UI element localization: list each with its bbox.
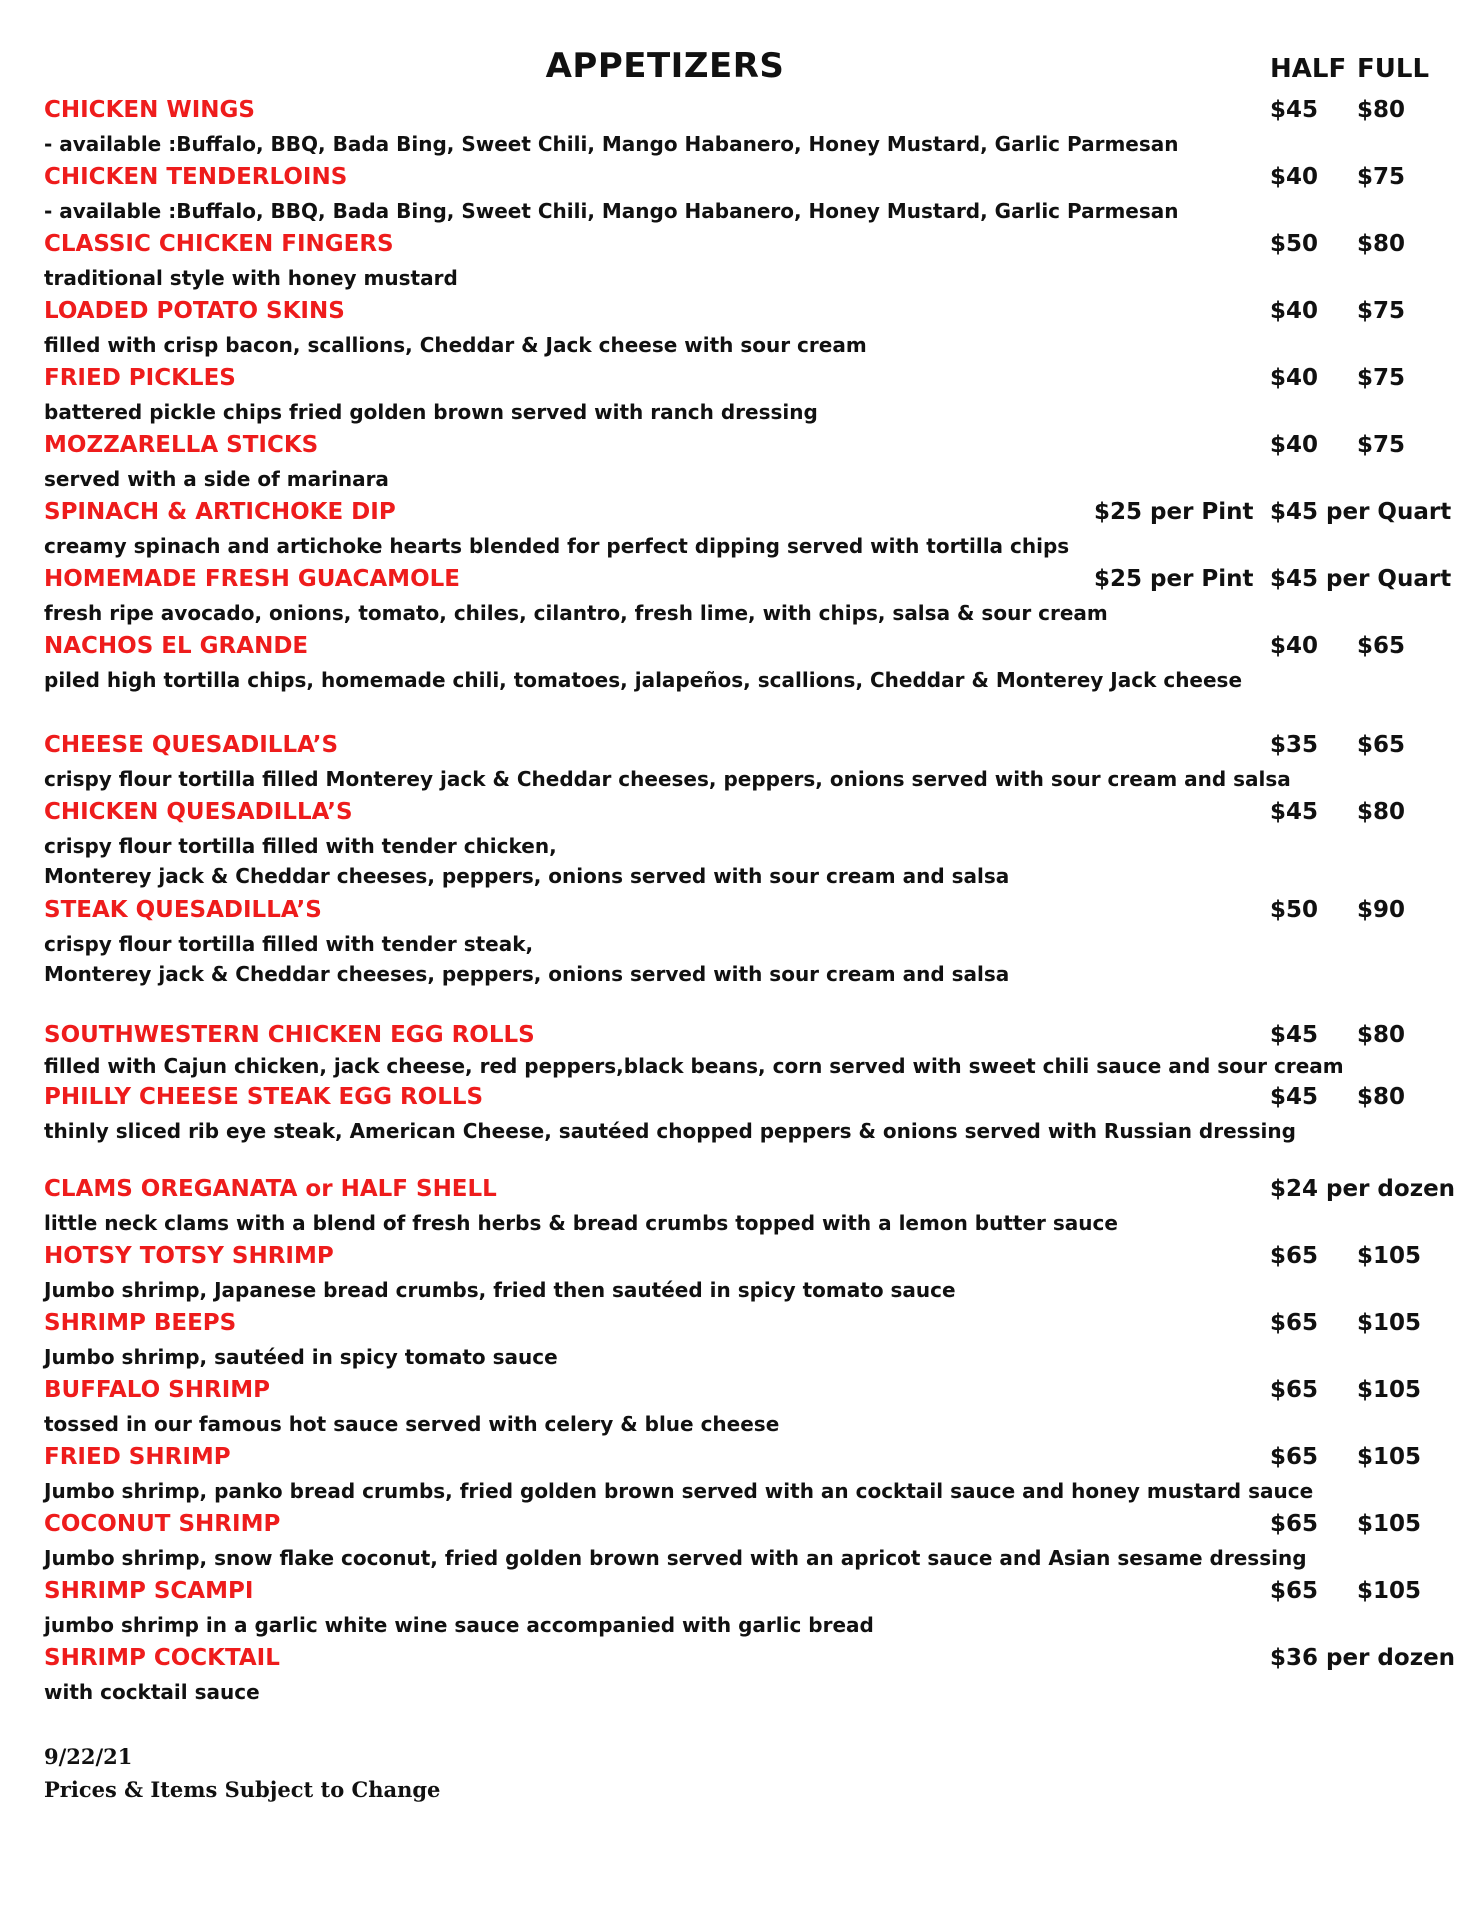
quart-price: $45 per Quart	[1270, 499, 1452, 525]
item-description: Jumbo shrimp, Japanese bread crumbs, fried then sautéed in spicy tomato sauce	[44, 1278, 956, 1302]
menu-item	[44, 430, 1444, 497]
full-price: $80	[1357, 97, 1406, 123]
full-price: $105	[1357, 1511, 1422, 1537]
footer-note: Prices & Items Subject to Change	[44, 1777, 441, 1802]
item-name: SHRIMP BEEPS	[44, 1310, 237, 1336]
full-price: $105	[1357, 1578, 1422, 1604]
item-name: SPINACH & ARTICHOKE DIP	[44, 499, 396, 525]
menu-item	[44, 363, 1444, 430]
item-description: battered pickle chips fried golden brown served with ranch dressing	[44, 400, 818, 424]
menu-item	[44, 1082, 1444, 1149]
half-price: $35	[1270, 732, 1319, 758]
item-name: CHEESE QUESADILLA’S	[44, 732, 339, 758]
item-description: - available :Buffalo, BBQ, Bada Bing, Sweet Chili, Mango Habanero, Honey Mustard, Garlic Parmesan	[44, 199, 1179, 223]
item-description: creamy spinach and artichoke hearts blended for perfect dipping served with tortilla chips	[44, 534, 1070, 558]
item-name: CHICKEN WINGS	[44, 97, 255, 123]
item-description: piled high tortilla chips, homemade chili, tomatoes, jalapeños, scallions, Cheddar & Monterey Jack cheese	[44, 668, 1243, 692]
menu-item	[44, 229, 1444, 296]
menu-item	[44, 1020, 1444, 1087]
item-description: with cocktail sauce	[44, 1680, 260, 1704]
half-price: $50	[1270, 231, 1319, 257]
half-price: $45	[1270, 97, 1319, 123]
item-description: Jumbo shrimp, sautéed in spicy tomato sauce	[44, 1345, 558, 1369]
full-price: $105	[1357, 1444, 1422, 1470]
page-title: APPETIZERS	[545, 46, 785, 86]
footer-date: 9/22/21	[44, 1744, 133, 1769]
item-name: CLAMS OREGANATA or HALF SHELL	[44, 1176, 497, 1202]
menu-item	[44, 1241, 1444, 1308]
item-name: CHICKEN QUESADILLA’S	[44, 799, 353, 825]
item-description-line2: Monterey jack & Cheddar cheeses, peppers, onions served with sour cream and salsa	[44, 864, 1010, 888]
menu-item	[44, 95, 1444, 162]
menu-item	[44, 296, 1444, 363]
pint-price: $25 per Pint	[1094, 566, 1254, 592]
item-name: LOADED POTATO SKINS	[44, 298, 345, 324]
full-price: $80	[1357, 1084, 1406, 1110]
item-description: crispy flour tortilla filled with tender chicken,	[44, 834, 557, 858]
item-description: crispy flour tortilla filled Monterey jack & Cheddar cheeses, peppers, onions served with sour cream and salsa	[44, 767, 1291, 791]
item-description: filled with crisp bacon, scallions, Cheddar & Jack cheese with sour cream	[44, 333, 867, 357]
menu-item	[44, 1442, 1444, 1509]
half-price: $40	[1270, 365, 1319, 391]
menu-item	[44, 1375, 1444, 1442]
full-price: $80	[1357, 1022, 1406, 1048]
pint-price: $25 per Pint	[1094, 499, 1254, 525]
item-description: traditional style with honey mustard	[44, 266, 458, 290]
full-column-header: FULL	[1357, 54, 1430, 84]
full-price: $75	[1357, 432, 1406, 458]
item-description: - available :Buffalo, BBQ, Bada Bing, Sweet Chili, Mango Habanero, Honey Mustard, Garlic Parmesan	[44, 132, 1179, 156]
item-description: Jumbo shrimp, snow flake coconut, fried golden brown served with an apricot sauce and Asian sesame dressing	[44, 1546, 1307, 1570]
dozen-price: $36 per dozen	[1270, 1645, 1456, 1671]
menu-item	[44, 497, 1452, 564]
item-description: tossed in our famous hot sauce served with celery & blue cheese	[44, 1412, 780, 1436]
half-price: $40	[1270, 164, 1319, 190]
menu-item	[44, 162, 1444, 229]
half-price: $40	[1270, 633, 1319, 659]
item-name: PHILLY CHEESE STEAK EGG ROLLS	[44, 1084, 484, 1110]
item-name: BUFFALO SHRIMP	[44, 1377, 271, 1403]
half-price: $40	[1270, 432, 1319, 458]
item-name: COCONUT SHRIMP	[44, 1511, 281, 1537]
item-name: FRIED PICKLES	[44, 365, 236, 391]
dozen-price: $24 per dozen	[1270, 1176, 1456, 1202]
full-price: $80	[1357, 231, 1406, 257]
half-price: $65	[1270, 1377, 1319, 1403]
half-price: $45	[1270, 1084, 1319, 1110]
menu-item	[44, 1509, 1444, 1576]
item-name: SHRIMP SCAMPI	[44, 1578, 254, 1604]
item-description-line2: Monterey jack & Cheddar cheeses, peppers, onions served with sour cream and salsa	[44, 962, 1010, 986]
item-name: HOMEMADE FRESH GUACAMOLE	[44, 566, 460, 592]
menu-item	[44, 564, 1452, 631]
half-price: $65	[1270, 1444, 1319, 1470]
item-name: HOTSY TOTSY SHRIMP	[44, 1243, 334, 1269]
menu-item	[44, 1576, 1444, 1643]
item-description: little neck clams with a blend of fresh herbs & bread crumbs topped with a lemon butter sauce	[44, 1211, 1118, 1235]
full-price: $75	[1357, 365, 1406, 391]
item-name: CHICKEN TENDERLOINS	[44, 164, 348, 190]
item-description: fresh ripe avocado, onions, tomato, chiles, cilantro, fresh lime, with chips, salsa & sour cream	[44, 601, 1108, 625]
menu-item	[44, 730, 1444, 797]
item-name: NACHOS EL GRANDE	[44, 633, 309, 659]
half-price: $65	[1270, 1578, 1319, 1604]
menu-item	[44, 1308, 1444, 1375]
half-price: $45	[1270, 1022, 1319, 1048]
menu-item	[44, 631, 1444, 698]
item-name: SHRIMP COCKTAIL	[44, 1645, 280, 1671]
full-price: $105	[1357, 1310, 1422, 1336]
item-name: CLASSIC CHICKEN FINGERS	[44, 231, 394, 257]
full-price: $65	[1357, 732, 1406, 758]
menu-item	[44, 797, 1444, 895]
half-price: $40	[1270, 298, 1319, 324]
item-description: served with a side of marinara	[44, 467, 389, 491]
item-description: Jumbo shrimp, panko bread crumbs, fried golden brown served with an cocktail sauce and honey mustard sauce	[44, 1479, 1314, 1503]
half-price: $50	[1270, 897, 1319, 923]
item-name: MOZZARELLA STICKS	[44, 432, 319, 458]
item-description: filled with Cajun chicken, jack cheese, red peppers,black beans, corn served with sweet chili sauce and sour cream	[44, 1054, 1344, 1078]
full-price: $75	[1357, 298, 1406, 324]
quart-price: $45 per Quart	[1270, 566, 1452, 592]
full-price: $75	[1357, 164, 1406, 190]
full-price: $80	[1357, 799, 1406, 825]
full-price: $65	[1357, 633, 1406, 659]
item-description: crispy flour tortilla filled with tender steak,	[44, 932, 534, 956]
half-price: $45	[1270, 799, 1319, 825]
item-name: SOUTHWESTERN CHICKEN EGG ROLLS	[44, 1022, 535, 1048]
item-description: jumbo shrimp in a garlic white wine sauce accompanied with garlic bread	[44, 1613, 874, 1637]
half-price: $65	[1270, 1243, 1319, 1269]
item-name: STEAK QUESADILLA’S	[44, 897, 322, 923]
half-price: $65	[1270, 1310, 1319, 1336]
half-price: $65	[1270, 1511, 1319, 1537]
full-price: $105	[1357, 1377, 1422, 1403]
item-name: FRIED SHRIMP	[44, 1444, 231, 1470]
full-price: $90	[1357, 897, 1406, 923]
item-description: thinly sliced rib eye steak, American Cheese, sautéed chopped peppers & onions served with Russian dressing	[44, 1119, 1296, 1143]
full-price: $105	[1357, 1243, 1422, 1269]
menu-item	[44, 1174, 1456, 1241]
half-column-header: HALF	[1270, 54, 1347, 84]
menu-item	[44, 1643, 1456, 1710]
menu-item	[44, 895, 1444, 993]
